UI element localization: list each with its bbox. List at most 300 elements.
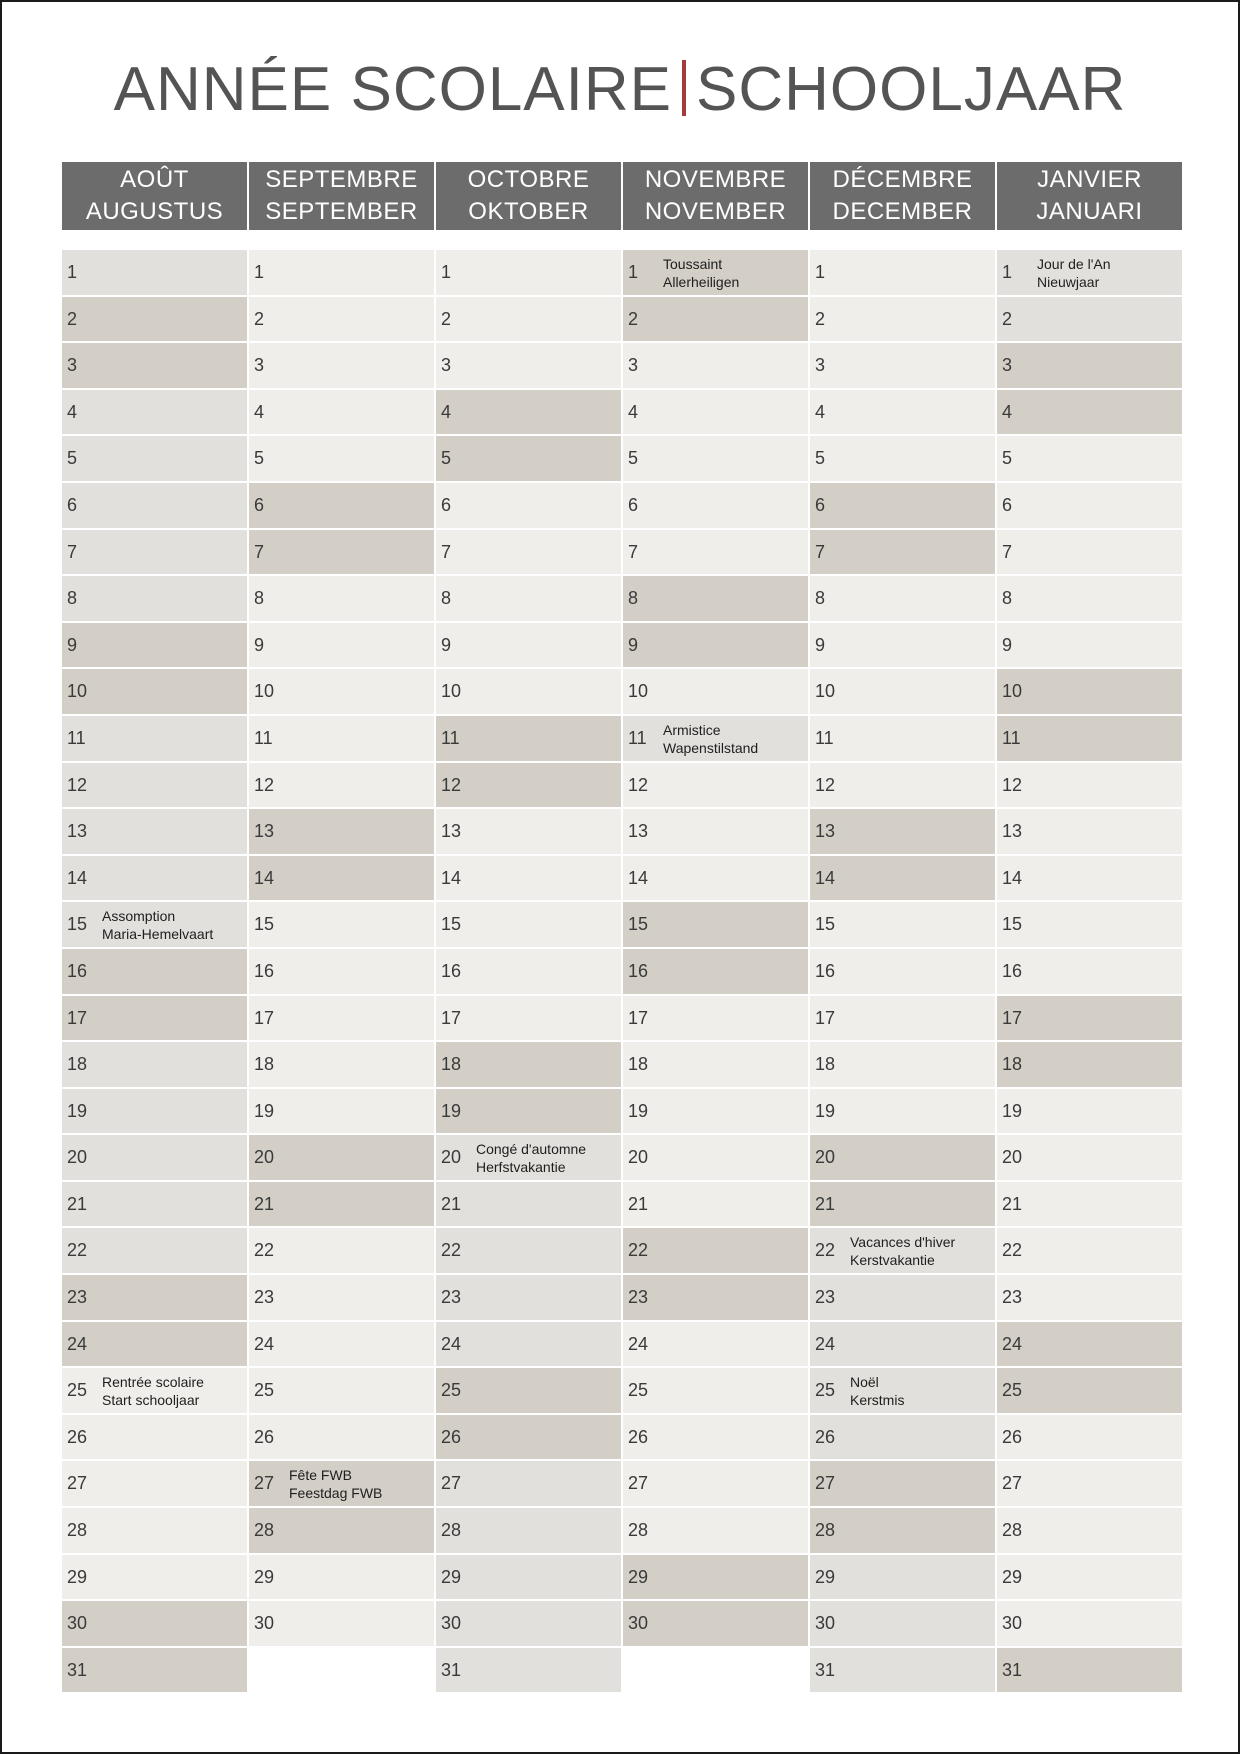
day-number: 21: [67, 1193, 88, 1214]
month-name-fr: DÉCEMBRE: [832, 166, 973, 193]
day-number: 20: [254, 1147, 275, 1168]
day-cell: [810, 530, 995, 575]
month-name-nl: NOVEMBER: [644, 198, 787, 225]
day-cell: [62, 343, 247, 388]
day-cell: [249, 343, 434, 388]
holiday-name-fr: Rentrée scolaire: [102, 1374, 204, 1391]
day-cell: [810, 250, 995, 295]
month-name-fr: SEPTEMBRE: [265, 166, 418, 193]
day-cell: [62, 996, 247, 1041]
day-cell: [997, 1322, 1182, 1367]
day-number: 28: [815, 1520, 836, 1541]
day-number: 13: [628, 821, 649, 842]
day-cell: [623, 1322, 808, 1367]
title-dutch: SCHOOLJAAR: [696, 55, 1127, 124]
holiday-name-fr: Vacances d'hiver: [850, 1234, 956, 1251]
day-number: 29: [628, 1566, 649, 1587]
day-cell: [436, 1508, 621, 1553]
day-cell: [810, 763, 995, 808]
month-column: [249, 162, 434, 1694]
day-number: 25: [628, 1380, 649, 1401]
day-cell: [997, 1042, 1182, 1087]
day-cell: [62, 669, 247, 714]
day-number: 14: [254, 867, 275, 888]
day-cell: [249, 669, 434, 714]
day-cell: [249, 1228, 434, 1273]
holiday-name-nl: Kerstmis: [850, 1392, 905, 1409]
day-number: 26: [1002, 1426, 1023, 1447]
day-cell: [436, 1415, 621, 1460]
day-cell: [249, 1042, 434, 1087]
day-number: 10: [441, 681, 462, 702]
day-cell: [436, 1089, 621, 1134]
day-cell: [623, 576, 808, 621]
day-number: 6: [1002, 494, 1013, 515]
day-cell: [810, 1648, 995, 1693]
day-number: 7: [815, 541, 826, 562]
day-number: 24: [441, 1333, 462, 1354]
day-cell: [62, 949, 247, 994]
day-cell: [997, 1368, 1182, 1413]
day-number: 16: [815, 960, 836, 981]
month-name-fr: NOVEMBRE: [644, 166, 787, 193]
day-cell: [436, 1182, 621, 1227]
day-number: 15: [815, 914, 836, 935]
holiday-label: [289, 1466, 382, 1502]
day-number: 17: [628, 1007, 649, 1028]
day-cell: [623, 390, 808, 435]
day-cell: [62, 483, 247, 528]
day-number: 10: [67, 681, 88, 702]
holiday-name-fr: Jour de l'An: [1037, 256, 1111, 272]
day-cell: [623, 343, 808, 388]
day-cell: [62, 1089, 247, 1134]
day-number: 15: [254, 914, 275, 935]
day-cell: [997, 1182, 1182, 1227]
day-number: 27: [67, 1473, 88, 1494]
day-cell: [436, 949, 621, 994]
day-number: 10: [628, 681, 649, 702]
day-cell: [810, 1601, 995, 1646]
holiday-label: [102, 907, 213, 943]
day-cell: [436, 390, 621, 435]
day-cell: [997, 436, 1182, 481]
day-cell: [62, 1461, 247, 1506]
day-cell: [997, 1089, 1182, 1134]
day-cell: [810, 1461, 995, 1506]
day-cell: [249, 483, 434, 528]
day-cell: [249, 1508, 434, 1553]
day-cell: [997, 809, 1182, 854]
day-cell: [810, 576, 995, 621]
day-number: 18: [67, 1054, 88, 1075]
day-number: 23: [67, 1287, 88, 1308]
day-cell: [623, 1461, 808, 1506]
holiday-label: [663, 255, 739, 291]
day-number: 6: [815, 494, 826, 515]
day-cell: [623, 763, 808, 808]
day-number: 23: [628, 1287, 649, 1308]
day-cell: [436, 1322, 621, 1367]
day-cell: [623, 856, 808, 901]
day-number: 13: [815, 821, 836, 842]
month-name-nl: JANUARI: [1036, 198, 1143, 225]
month-header: [997, 162, 1182, 230]
month-name-nl: AUGUSTUS: [85, 198, 224, 225]
day-number: 24: [815, 1333, 836, 1354]
day-number: 10: [1002, 681, 1023, 702]
day-number: 19: [67, 1100, 88, 1121]
day-number: 11: [815, 727, 834, 748]
day-number: 16: [441, 960, 462, 981]
day-cell: [997, 390, 1182, 435]
day-number: 30: [254, 1613, 275, 1634]
day-cell: [249, 902, 434, 947]
day-cell: [62, 250, 247, 295]
day-number: 17: [441, 1007, 462, 1028]
day-number: 7: [1002, 541, 1013, 562]
holiday-name-nl: Herfstvakantie: [476, 1159, 566, 1176]
day-cell: [810, 436, 995, 481]
day-cell: [623, 1089, 808, 1134]
day-cell: [62, 1322, 247, 1367]
day-cell: [62, 530, 247, 575]
day-cell: [810, 1508, 995, 1553]
holiday-name-fr: Congé d'automne: [476, 1141, 587, 1158]
day-cell: [623, 483, 808, 528]
day-number: 23: [441, 1287, 462, 1308]
month-column: [810, 162, 995, 1694]
day-cell: [62, 1555, 247, 1600]
day-number: 8: [815, 588, 826, 609]
day-cell: [623, 436, 808, 481]
day-cell: [810, 623, 995, 668]
day-cell: [249, 623, 434, 668]
day-number: 3: [628, 355, 639, 376]
day-cell: [997, 250, 1182, 295]
day-cell: [997, 297, 1182, 342]
day-cell: [623, 250, 808, 295]
day-number: 29: [1002, 1566, 1023, 1587]
month-name-fr: OCTOBRE: [467, 166, 590, 193]
holiday-name-nl: Wapenstilstand: [663, 739, 759, 756]
day-cell: [436, 343, 621, 388]
day-cell: [436, 623, 621, 668]
day-number: 5: [441, 448, 452, 469]
day-cell: [623, 1555, 808, 1600]
month-name-nl: OKTOBER: [468, 198, 589, 225]
day-cell: [62, 1275, 247, 1320]
day-cell: [249, 949, 434, 994]
day-cell: [62, 716, 247, 761]
day-cell: [436, 436, 621, 481]
day-number: 11: [67, 727, 86, 748]
day-number: 6: [254, 494, 265, 515]
day-number: 1: [441, 262, 452, 282]
holiday-name-nl: Feestdag FWB: [289, 1485, 383, 1502]
day-number: 23: [1002, 1287, 1023, 1308]
month-column: [436, 162, 621, 1694]
day-number: 27: [815, 1473, 836, 1494]
day-number: 20: [628, 1147, 649, 1168]
day-cell: [997, 1508, 1182, 1553]
month-name-fr: JANVIER: [1037, 166, 1142, 193]
day-cell: [249, 1368, 434, 1413]
day-number: 24: [254, 1333, 275, 1354]
day-number: 22: [254, 1240, 275, 1261]
day-number: 19: [628, 1100, 649, 1121]
day-number: 19: [254, 1100, 275, 1121]
day-number: 23: [254, 1287, 275, 1308]
day-cell: [997, 716, 1182, 761]
day-number: 31: [441, 1659, 462, 1680]
day-number: 4: [1002, 401, 1013, 422]
day-number: 28: [628, 1520, 649, 1541]
day-number: 18: [815, 1054, 836, 1075]
day-number: 26: [254, 1426, 275, 1447]
day-number: 7: [628, 541, 639, 562]
day-list: [997, 250, 1182, 1692]
day-cell: [810, 902, 995, 947]
day-cell: [62, 1368, 247, 1413]
day-cell: [249, 1182, 434, 1227]
day-number: 2: [67, 308, 78, 329]
day-cell: [623, 716, 808, 761]
day-number: 30: [815, 1613, 836, 1634]
day-cell: [623, 902, 808, 947]
day-number: 28: [1002, 1520, 1023, 1541]
day-cell: [997, 1135, 1182, 1180]
holiday-label: [663, 721, 758, 757]
day-cell: [810, 1555, 995, 1600]
day-cell: [249, 530, 434, 575]
day-number: 22: [441, 1240, 462, 1261]
day-number: 26: [441, 1426, 462, 1447]
day-number: 13: [254, 821, 275, 842]
day-cell: [249, 856, 434, 901]
day-cell: [436, 996, 621, 1041]
day-number: 28: [441, 1520, 462, 1541]
day-cell: [249, 250, 434, 295]
month-column: [997, 162, 1182, 1694]
day-number: 5: [254, 448, 265, 469]
day-cell: [997, 1415, 1182, 1460]
day-cell: [623, 1042, 808, 1087]
month-header: [62, 162, 247, 230]
day-list: [436, 250, 621, 1692]
day-cell: [810, 297, 995, 342]
day-cell: [436, 250, 621, 295]
day-cell: [249, 1601, 434, 1646]
day-cell: [62, 1042, 247, 1087]
day-number: 16: [1002, 960, 1023, 981]
day-number: 2: [815, 308, 826, 329]
day-number: 22: [1002, 1240, 1023, 1261]
day-cell: [62, 1601, 247, 1646]
month-name-nl: DECEMBER: [832, 198, 973, 225]
day-cell: [249, 436, 434, 481]
day-cell: [997, 483, 1182, 528]
day-list: [623, 250, 808, 1646]
day-number: 21: [254, 1193, 275, 1214]
day-number: 31: [67, 1659, 88, 1680]
day-cell: [810, 856, 995, 901]
day-cell: [623, 809, 808, 854]
month-header: [810, 162, 995, 230]
day-number: 8: [67, 588, 78, 609]
day-number: 31: [1002, 1659, 1023, 1680]
holiday-name-nl: Kerstvakantie: [850, 1252, 935, 1269]
day-cell: [62, 436, 247, 481]
day-number: 9: [254, 634, 265, 655]
day-number: 3: [441, 355, 452, 376]
day-cell: [997, 623, 1182, 668]
day-number: 18: [628, 1054, 649, 1075]
day-number: 5: [628, 448, 639, 469]
day-number: 24: [628, 1333, 649, 1354]
day-cell: [436, 530, 621, 575]
day-number: 17: [815, 1007, 836, 1028]
day-number: 19: [441, 1100, 462, 1121]
day-cell: [623, 530, 808, 575]
day-number: 30: [628, 1613, 649, 1634]
holiday-name-fr: Assomption: [102, 908, 176, 925]
day-cell: [997, 1555, 1182, 1600]
day-cell: [62, 856, 247, 901]
day-number: 30: [441, 1613, 462, 1634]
day-cell: [436, 483, 621, 528]
day-number: 9: [67, 634, 78, 655]
day-number: 2: [254, 308, 265, 329]
day-cell: [997, 763, 1182, 808]
day-cell: [997, 343, 1182, 388]
day-number: 27: [628, 1473, 649, 1494]
holiday-name-fr: Fête FWB: [289, 1467, 353, 1484]
day-number: 12: [815, 774, 836, 795]
day-cell: [436, 1648, 621, 1693]
day-number: 17: [67, 1007, 88, 1028]
day-number: 12: [441, 774, 462, 795]
day-number: 27: [254, 1473, 275, 1494]
holiday-label: [102, 1373, 204, 1409]
day-cell: [997, 949, 1182, 994]
day-cell: [997, 576, 1182, 621]
day-number: 28: [67, 1520, 88, 1541]
day-cell: [62, 576, 247, 621]
day-number: 8: [254, 588, 265, 609]
day-list: [249, 250, 434, 1646]
day-cell: [997, 1275, 1182, 1320]
day-cell: [62, 623, 247, 668]
day-number: 4: [254, 401, 265, 422]
holiday-label: [850, 1373, 904, 1409]
day-number: 16: [628, 960, 649, 981]
day-number: 9: [441, 634, 452, 655]
day-cell: [436, 1601, 621, 1646]
day-cell: [249, 1415, 434, 1460]
holiday-name-nl: Start schooljaar: [102, 1392, 200, 1409]
day-number: 6: [67, 494, 78, 515]
day-cell: [436, 809, 621, 854]
day-number: 6: [628, 494, 639, 515]
day-cell: [249, 809, 434, 854]
day-cell: [249, 1555, 434, 1600]
day-cell: [810, 390, 995, 435]
day-number: 3: [815, 355, 826, 376]
day-cell: [436, 1555, 621, 1600]
day-cell: [623, 1275, 808, 1320]
day-number: 9: [815, 634, 826, 655]
day-list: [62, 250, 247, 1692]
day-cell: [62, 297, 247, 342]
day-cell: [997, 856, 1182, 901]
day-cell: [997, 1228, 1182, 1273]
day-cell: [623, 297, 808, 342]
day-number: 9: [628, 634, 639, 655]
day-number: 11: [441, 727, 460, 748]
day-number: 15: [67, 914, 88, 935]
holiday-name-fr: Armistice: [663, 721, 721, 738]
day-cell: [249, 1135, 434, 1180]
day-number: 8: [441, 588, 452, 609]
day-number: 1: [1002, 262, 1013, 282]
day-number: 7: [67, 541, 78, 562]
day-number: 3: [67, 355, 78, 376]
day-number: 31: [815, 1659, 836, 1680]
day-number: 20: [1002, 1147, 1023, 1168]
day-cell: [810, 809, 995, 854]
day-cell: [623, 949, 808, 994]
day-cell: [623, 1508, 808, 1553]
day-cell: [810, 1275, 995, 1320]
day-number: 21: [1002, 1193, 1023, 1214]
day-cell: [62, 1508, 247, 1553]
holiday-name-nl: Maria-Hemelvaart: [102, 926, 214, 943]
holiday-label: [850, 1233, 955, 1269]
day-cell: [997, 1461, 1182, 1506]
day-number: 15: [441, 914, 462, 935]
day-cell: [810, 1042, 995, 1087]
day-cell: [436, 1135, 621, 1180]
day-cell: [810, 716, 995, 761]
day-number: 4: [67, 401, 78, 422]
day-cell: [810, 996, 995, 1041]
day-number: 3: [254, 355, 265, 376]
day-number: 11: [254, 727, 273, 748]
day-number: 5: [815, 448, 826, 469]
day-number: 30: [67, 1613, 88, 1634]
day-number: 25: [815, 1380, 836, 1401]
day-number: 4: [628, 401, 639, 422]
day-number: 1: [67, 262, 78, 282]
title-french: ANNÉE SCOLAIRE: [113, 55, 673, 124]
day-cell: [249, 1461, 434, 1506]
day-number: 13: [1002, 821, 1023, 842]
day-cell: [249, 297, 434, 342]
day-cell: [810, 1228, 995, 1273]
day-cell: [623, 1415, 808, 1460]
day-number: 27: [1002, 1473, 1023, 1494]
day-number: 12: [254, 774, 275, 795]
day-number: 7: [441, 541, 452, 562]
page-title: [2, 50, 1238, 130]
day-cell: [997, 1648, 1182, 1693]
day-number: 2: [628, 308, 639, 329]
day-cell: [810, 669, 995, 714]
day-cell: [436, 1042, 621, 1087]
day-number: 26: [628, 1426, 649, 1447]
month-column: [62, 162, 247, 1694]
